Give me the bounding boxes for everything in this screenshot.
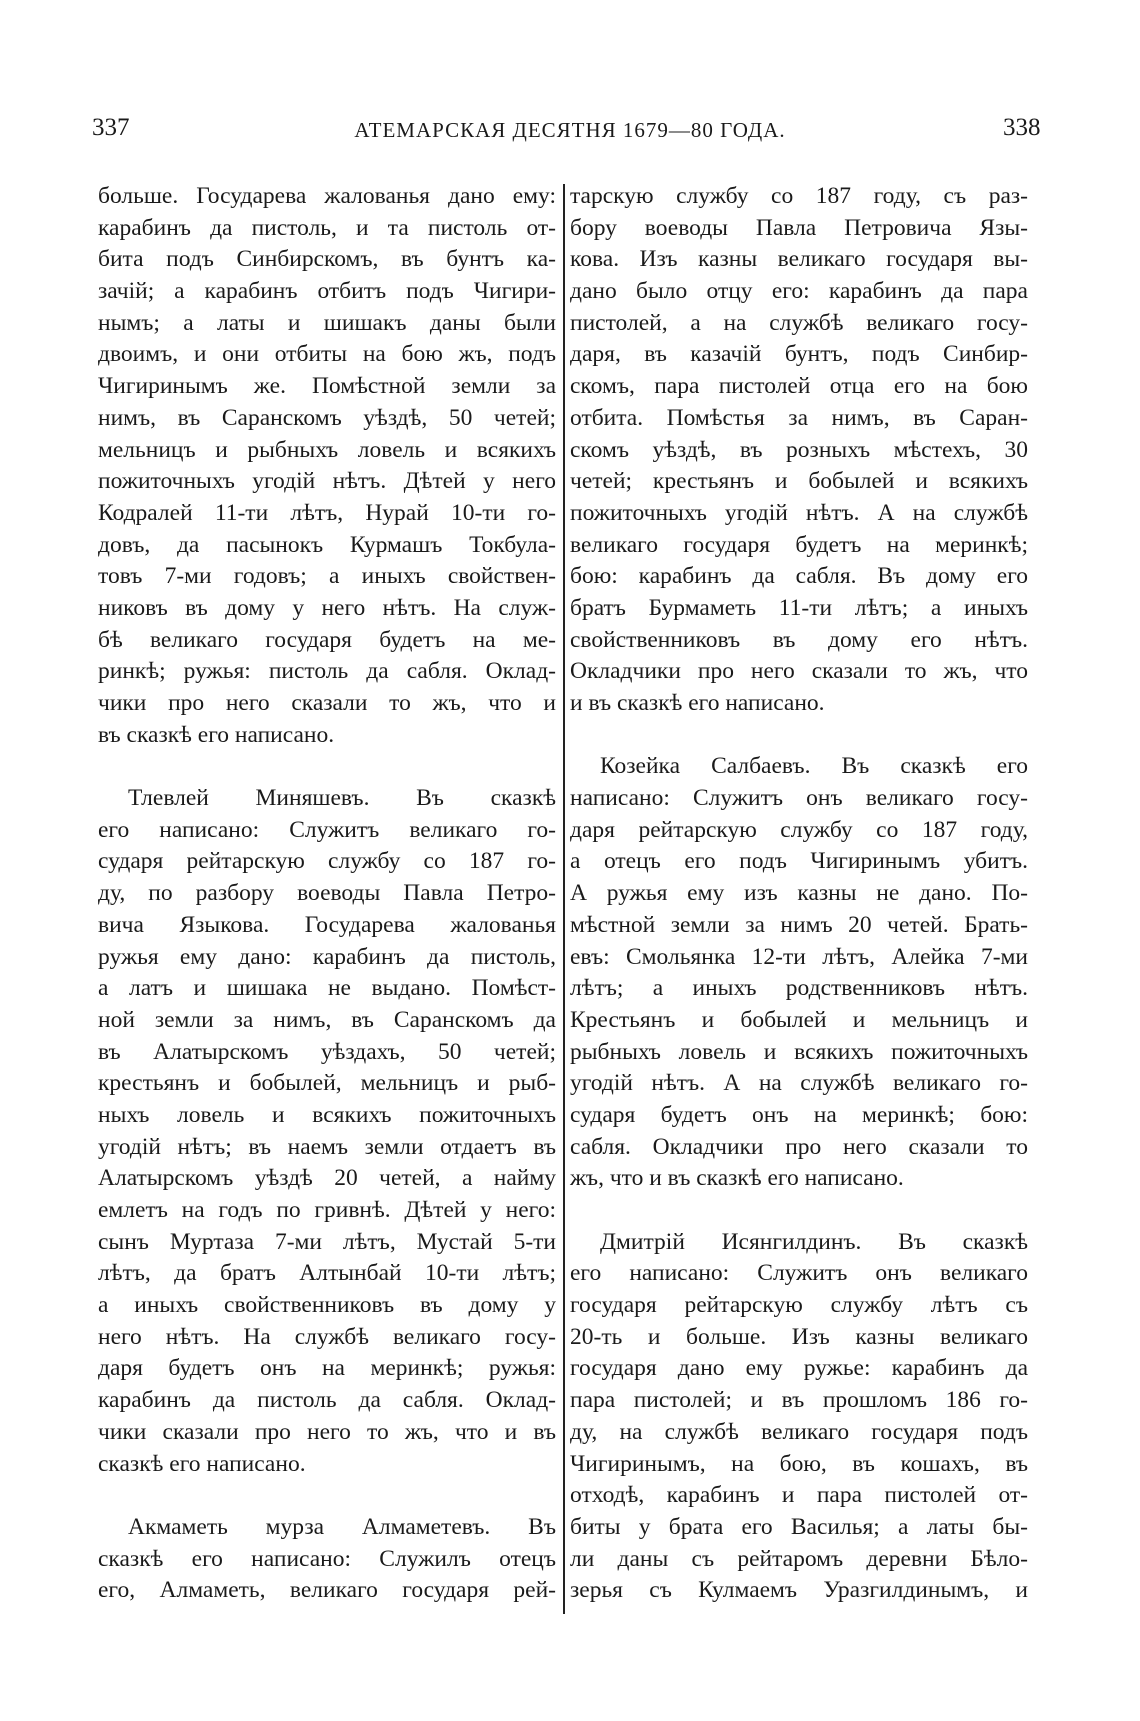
text-line: лѣтъ; а иныхъ родственниковъ нѣтъ.	[570, 975, 1028, 1002]
text-line: сынъ Муртаза 7-ми лѣтъ, Мустай 5-ти	[98, 1228, 556, 1255]
text-line: пожиточныхъ угодій нѣтъ. Дѣтей у него	[98, 468, 556, 495]
text-line: его написано: Служитъ великаго го-	[98, 816, 556, 843]
text-line: ныхъ ловель и всякихъ пожиточныхъ	[98, 1101, 556, 1128]
text-line: никовъ въ дому у него нѣтъ. На служ-	[98, 594, 556, 621]
paragraph	[570, 1227, 1028, 1607]
text-line: братъ Бурмаметь 11-ти лѣтъ; а иныхъ	[570, 594, 1028, 621]
text-line: даря будетъ онъ на меринкѣ; ружья:	[98, 1355, 556, 1382]
text-line: Дмитрій Исянгилдинъ. Въ сказкѣ	[600, 1228, 1028, 1255]
text-line: бѣ великаго государя будетъ на ме-	[98, 626, 556, 653]
right-column	[570, 181, 1028, 1639]
text-line: государя рейтарскую службу лѣтъ съ	[570, 1292, 1028, 1319]
text-line: отходѣ, карабинъ и пара пистолей от-	[570, 1482, 1028, 1509]
text-line: Козейка Салбаевъ. Въ сказкѣ его	[600, 753, 1028, 780]
text-line: его, Алмаметь, великаго государя рей-	[98, 1577, 556, 1604]
column-divider	[563, 184, 565, 1614]
running-title	[0, 118, 1140, 143]
text-line: угодій нѣтъ. А на службѣ великаго го-	[570, 1070, 1028, 1097]
text-line: мѣстной земли за нимъ 20 четей. Брать-	[570, 911, 1028, 938]
text-line: мельницъ и рыбныхъ ловель и всякихъ	[98, 436, 556, 463]
text-line: сказкѣ его написано: Служилъ отецъ	[98, 1545, 556, 1572]
page-number-right: 338	[1003, 114, 1041, 141]
text-line: зачій; а карабинъ отбитъ подъ Чигири-	[98, 278, 556, 305]
text-line: государя дано ему ружье: карабинъ да	[570, 1355, 1028, 1382]
text-line: больше. Государева жалованья дано ему:	[98, 183, 556, 209]
text-line: Окладчики про него сказали то жъ, что	[570, 658, 1028, 685]
text-line: и въ сказкѣ его написано.	[570, 690, 825, 716]
running-title-text: АТЕМАРСКАЯ ДЕСЯТНЯ 1679—80 ГОДА.	[354, 118, 786, 142]
text-line: евъ: Смольянка 12-ти лѣтъ, Алейка 7-ми	[570, 943, 1028, 970]
text-line: кова. Изъ казны великаго государя вы-	[570, 246, 1028, 273]
text-line: жъ, что и въ сказкѣ его написано.	[570, 1165, 904, 1192]
paragraph	[570, 751, 1028, 1195]
text-line: а иныхъ свойственниковъ въ дому у	[98, 1292, 556, 1319]
text-line: въ Алатырскомъ уѣздахъ, 50 четей;	[98, 1038, 556, 1065]
paragraph	[570, 181, 1028, 720]
text-line: Акмаметь мурза Алмаметевъ. Въ	[128, 1513, 556, 1540]
text-line: ринкѣ; ружья: пистоль да сабля. Оклад-	[98, 658, 556, 685]
text-line: скомъ, пара пистолей отца его на бою	[570, 373, 1028, 400]
left-column	[98, 181, 556, 1639]
text-line: емлетъ на годъ по гривнѣ. Дѣтей у него:	[98, 1197, 556, 1223]
text-line: его написано: Служитъ онъ великаго	[570, 1260, 1028, 1287]
text-line: лѣтъ, да братъ Алтынбай 10-ти лѣтъ;	[98, 1260, 556, 1287]
text-line: Чигиринымъ, на бою, въ кошахъ, въ	[570, 1450, 1028, 1477]
text-line: А ружья ему изъ казны не дано. По-	[570, 880, 1028, 907]
text-line: чики сказали про него то жъ, что и въ	[98, 1418, 556, 1445]
text-line: ду, на службѣ великаго государя подъ	[570, 1418, 1028, 1445]
text-line: пистолей, а на службѣ великаго госу-	[570, 309, 1028, 336]
text-line: рыбныхъ ловель и всякихъ пожиточныхъ	[570, 1038, 1028, 1065]
text-line: въ сказкѣ его написано.	[98, 721, 335, 748]
text-line: сударя рейтарскую службу со 187 го-	[98, 848, 556, 875]
paragraph	[98, 1512, 556, 1607]
text-line: угодій нѣтъ; въ наемъ земли отдаетъ въ	[98, 1133, 556, 1160]
text-line: Чигиринымъ же. Помѣстной земли за	[98, 373, 556, 400]
text-line: дано было отцу его: карабинъ да пара	[570, 278, 1028, 305]
text-line: четей; крестьянъ и бобылей и всякихъ	[570, 468, 1028, 495]
text-line: сказкѣ его написано.	[98, 1450, 306, 1477]
text-line: 20-ть и больше. Изъ казны великаго	[570, 1323, 1028, 1350]
text-line: ду, по разбору воеводы Павла Петро-	[98, 880, 556, 907]
text-line: сударя будетъ онъ на меринкѣ; бою:	[570, 1101, 1028, 1128]
text-line: Крестьянъ и бобылей и мельницъ и	[570, 1006, 1028, 1033]
paragraph	[98, 783, 556, 1480]
text-line: биты у брата его Василья; а латы бы-	[570, 1513, 1028, 1540]
text-line: ружья ему дано: карабинъ да пистоль,	[98, 943, 556, 970]
text-line: нымъ; а латы и шишакъ даны были	[98, 309, 556, 336]
text-line: свойственниковъ въ дому его нѣтъ.	[570, 626, 1028, 653]
text-line: карабинъ да пистоль, и та пистоль от-	[98, 214, 556, 241]
text-line: крестьянъ и бобылей, мельницъ и рыб-	[98, 1070, 556, 1097]
text-line: зерья съ Кулмаемъ Уразгилдинымъ, и	[570, 1577, 1028, 1604]
text-line: пара пистолей; и въ прошломъ 186 го-	[570, 1387, 1028, 1414]
text-line: бита подъ Синбирскомъ, въ бунтъ ка-	[98, 246, 556, 273]
text-line: товъ 7-ми годовъ; а иныхъ свойствен-	[98, 563, 556, 590]
text-line: Тлевлей Миняшевъ. Въ сказкѣ	[128, 785, 556, 812]
text-line: отбита. Помѣстья за нимъ, въ Саран-	[570, 404, 1028, 431]
text-line: чики про него сказали то жъ, что и	[98, 690, 556, 716]
text-line: а отецъ его подъ Чигиринымъ убитъ.	[570, 848, 1028, 875]
text-line: ной земли за нимъ, въ Саранскомъ да	[98, 1006, 556, 1033]
text-line: двоимъ, и они отбиты на бою жъ, подъ	[98, 341, 556, 368]
text-line: Алатырскомъ уѣздѣ 20 четей, а найму	[98, 1165, 556, 1192]
text-line: него нѣтъ. На службѣ великаго госу-	[98, 1323, 556, 1350]
text-line: ли даны съ рейтаромъ деревни Бѣло-	[570, 1545, 1028, 1572]
text-line: бою: карабинъ да сабля. Въ дому его	[570, 563, 1028, 590]
text-line: бору воеводы Павла Петровича Язы-	[570, 214, 1028, 241]
text-line: даря, въ казачій бунтъ, подъ Синбир-	[570, 341, 1028, 368]
text-line: даря рейтарскую службу со 187 году,	[570, 816, 1028, 843]
text-line: а латъ и шишака не выдано. Помѣст-	[98, 975, 556, 1002]
text-line: довъ, да пасынокъ Курмашъ Токбула-	[98, 531, 556, 558]
text-line: написано: Служитъ онъ великаго госу-	[570, 785, 1028, 812]
page-number-left: 337	[92, 114, 130, 141]
text-line: великаго государя будетъ на меринкѣ;	[570, 531, 1028, 558]
text-line: Кодралей 11-ти лѣтъ, Нурай 10-ти го-	[98, 499, 556, 526]
paragraph	[98, 181, 556, 751]
text-line: скомъ уѣздѣ, въ розныхъ мѣстехъ, 30	[570, 436, 1028, 463]
text-line: нимъ, въ Саранскомъ уѣздѣ, 50 четей;	[98, 404, 556, 431]
text-line: тарскую службу со 187 году, съ раз-	[570, 183, 1028, 209]
text-line: вича Языкова. Государева жалованья	[98, 911, 556, 938]
text-line: пожиточныхъ угодій нѣтъ. А на службѣ	[570, 499, 1028, 526]
text-line: карабинъ да пистоль да сабля. Оклад-	[98, 1387, 556, 1414]
text-line: сабля. Окладчики про него сказали то	[570, 1133, 1028, 1160]
